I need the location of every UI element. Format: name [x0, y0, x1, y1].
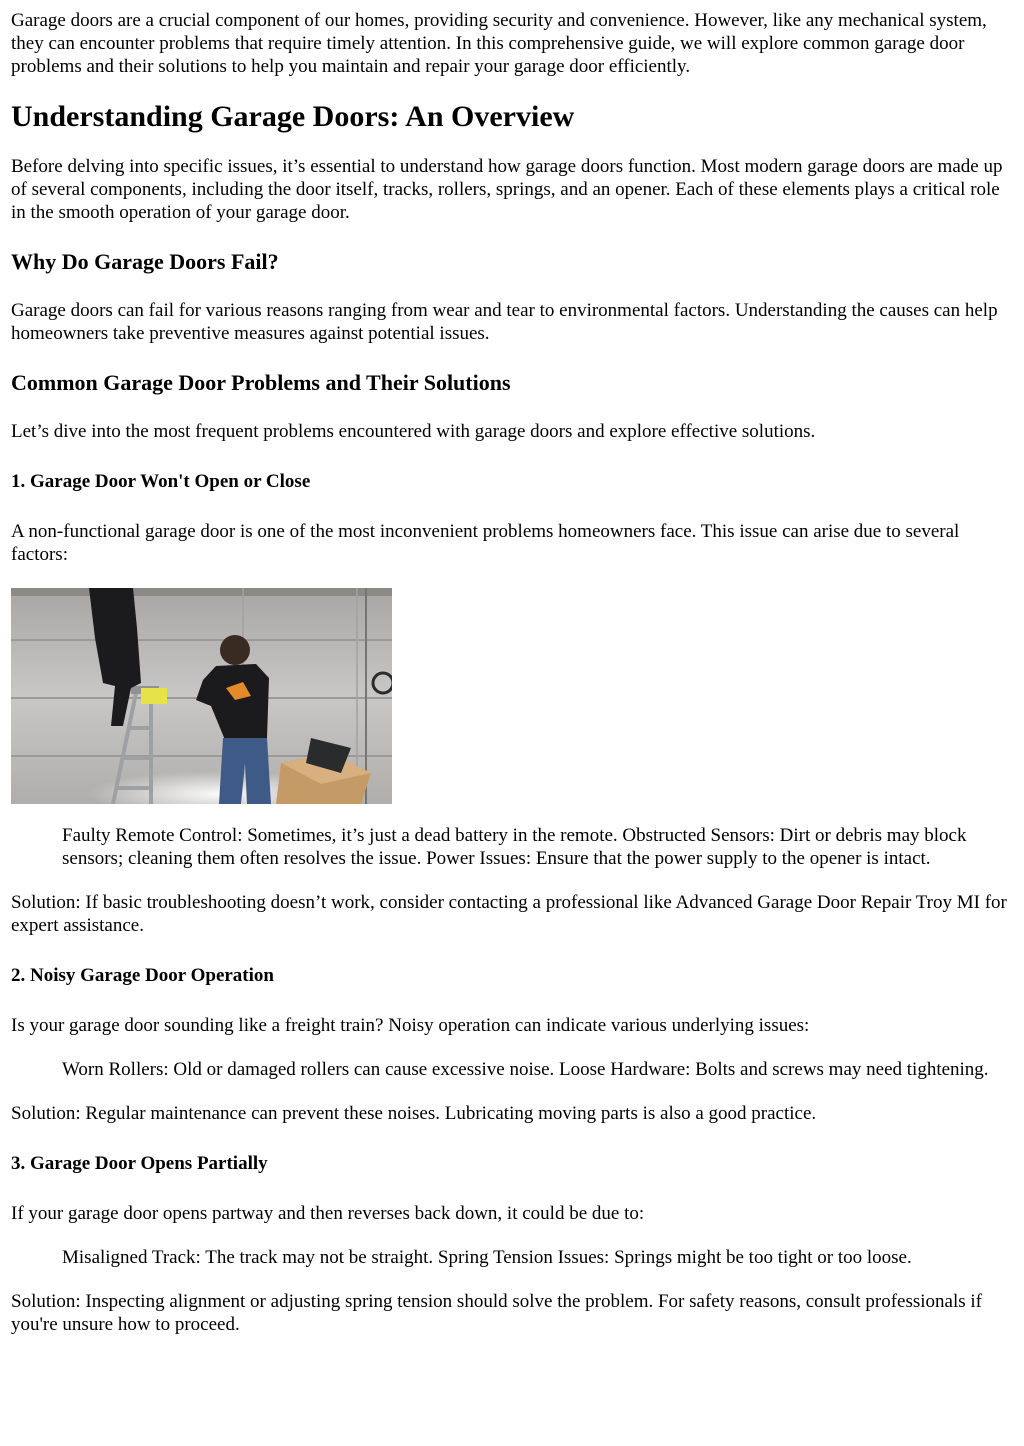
- garage-repair-photo: [11, 588, 1013, 804]
- solution-section-2: Solution: Regular maintenance can prevent these noises. Lubricating moving parts is also a good practice.: [11, 1103, 817, 1124]
- solution-section-1: Solution: If basic troubleshooting doesn’t work, consider contacting a professional like Advanced Garage Door Repair Troy MI for expert assistance.: [11, 892, 1007, 936]
- heading-section-3: 3. Garage Door Opens Partially: [11, 1153, 268, 1174]
- quote-section-1: Faulty Remote Control: Sometimes, it’s just a dead battery in the remote. Obstructed Sensors: Dirt or debris may block sensors; cleaning them often resolves the issue. Power Issues: Ensure that the power supply to the opener is intact.: [62, 825, 967, 869]
- quote-section-2: Worn Rollers: Old or damaged rollers can cause excessive noise. Loose Hardware: Bolts and screws may need tightening.: [62, 1059, 989, 1080]
- paragraph-why-fail: Garage doors can fail for various reasons ranging from wear and tear to environmental factors. Understanding the causes can help homeowners take preventive measures against potential issues.: [11, 300, 998, 344]
- heading-section-1: 1. Garage Door Won't Open or Close: [11, 471, 311, 492]
- solution-section-3: Solution: Inspecting alignment or adjusting spring tension should solve the problem. For safety reasons, consult professionals if you're unsure how to proceed.: [11, 1291, 982, 1335]
- paragraph-section-1: A non-functional garage door is one of the most inconvenient problems homeowners face. This issue can arise due to several factors:: [11, 521, 960, 565]
- heading-section-2: 2. Noisy Garage Door Operation: [11, 965, 274, 986]
- paragraph-common-problems: Let’s dive into the most frequent problems encountered with garage doors and explore effective solutions.: [11, 421, 816, 442]
- heading-common-problems: Common Garage Door Problems and Their Solutions: [11, 370, 511, 395]
- paragraph-section-3: If your garage door opens partway and then reverses back down, it could be due to:: [11, 1203, 645, 1224]
- paragraph-section-2: Is your garage door sounding like a freight train? Noisy operation can indicate various underlying issues:: [11, 1015, 810, 1036]
- quote-section-3: Misaligned Track: The track may not be straight. Spring Tension Issues: Springs might be too tight or too loose.: [62, 1247, 912, 1268]
- intro-paragraph: Garage doors are a crucial component of our homes, providing security and convenience. However, like any mechanical system, they can encounter problems that require timely attention. In this comprehensive guide, we will explore common garage door problems and their solutions to help you maintain and repair your garage door efficiently.: [11, 10, 987, 77]
- heading-why-fail: Why Do Garage Doors Fail?: [11, 249, 279, 274]
- heading-overview: Understanding Garage Doors: An Overview: [11, 100, 575, 133]
- paragraph-overview: Before delving into specific issues, it’s essential to understand how garage doors function. Most modern garage doors are made up of several components, including the door itself, tracks, rollers, springs, and an opener. Each of these elements plays a critical role in the smooth operation of your garage door.: [11, 156, 1003, 223]
